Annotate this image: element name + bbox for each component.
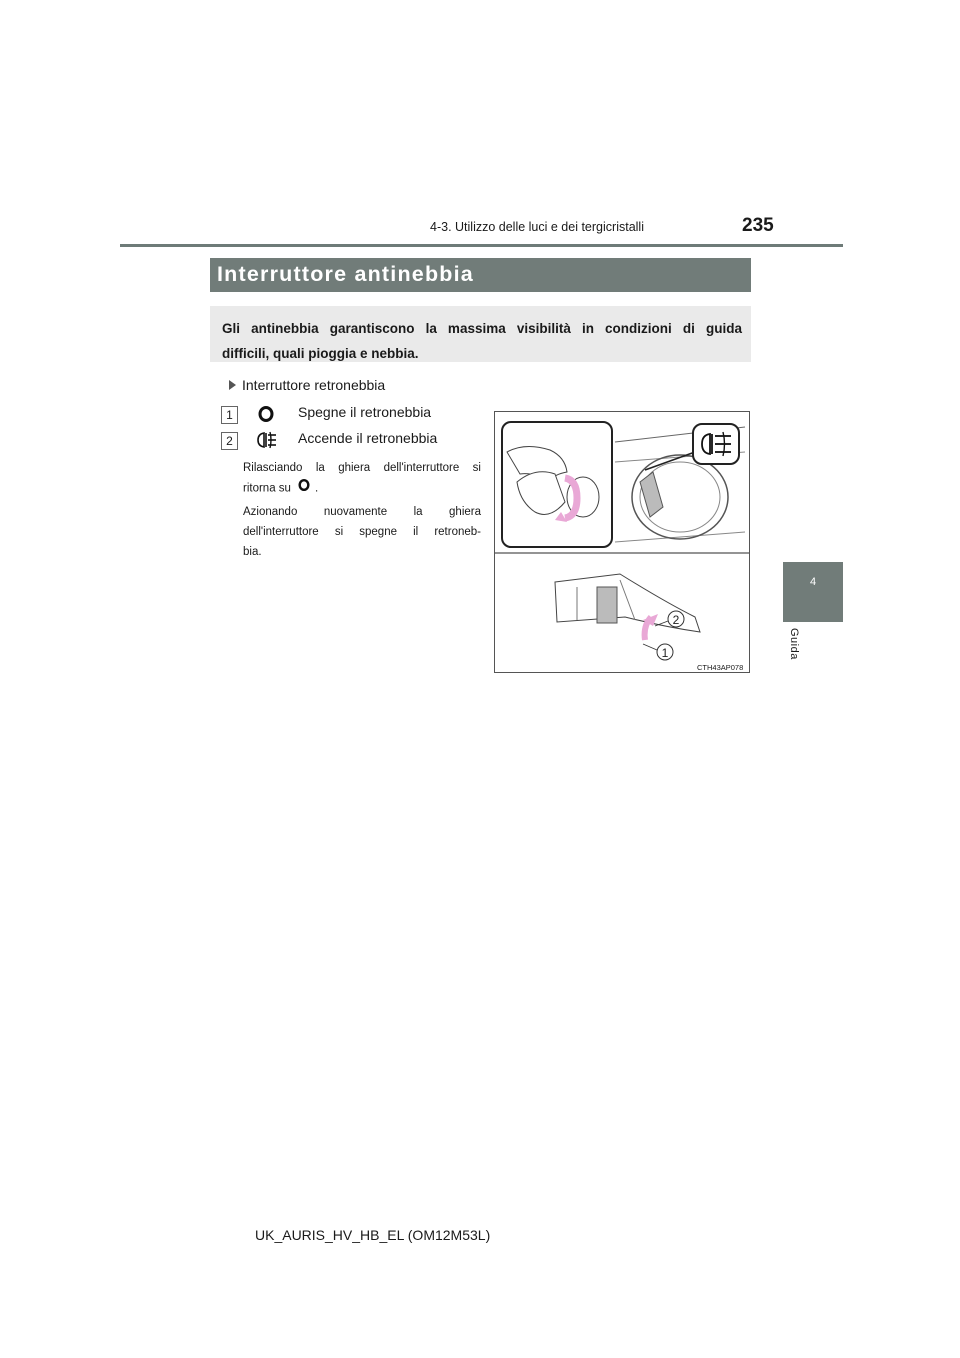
chapter-number: 4 bbox=[809, 576, 817, 588]
note-2 bbox=[243, 502, 481, 562]
fog-off-inline-icon bbox=[297, 478, 311, 499]
item-2-text: Accende il retronebbia bbox=[298, 430, 438, 446]
note-1-period: . bbox=[314, 482, 319, 495]
chapter-tab bbox=[783, 562, 843, 622]
bullet-text: Interruttore retronebbia bbox=[242, 377, 386, 393]
item-number-2: 2 bbox=[221, 432, 238, 450]
footer-text: UK_AURIS_HV_HB_EL (OM12M53L) bbox=[255, 1227, 491, 1243]
header-rule bbox=[120, 244, 843, 247]
illustration-figure bbox=[494, 411, 750, 673]
callout-1: 1 bbox=[661, 646, 669, 660]
intro-text bbox=[222, 316, 742, 366]
rear-fog-light-icon bbox=[255, 430, 279, 455]
note-2-line-2: dell'interruttore si spegne il retroneb- bbox=[243, 526, 481, 538]
note-1-line-2: ritorna su bbox=[243, 482, 291, 495]
intro-line-2: difficili, quali pioggia e nebbia. bbox=[222, 346, 419, 361]
page-title: Interruttore antinebbia bbox=[217, 262, 474, 286]
callout-2: 2 bbox=[672, 613, 680, 627]
fog-switch-illustration bbox=[495, 412, 749, 672]
note-1-line-1: Rilasciando la ghiera dell'interruttore si bbox=[243, 462, 481, 474]
chapter-name: Guida bbox=[788, 628, 800, 660]
note-2-line-1: Azionando nuovamente la ghiera bbox=[243, 506, 481, 518]
section-label: 4-3. Utilizzo delle luci e dei tergicristalli bbox=[430, 220, 644, 234]
item-1-text: Spegne il retronebbia bbox=[298, 404, 432, 420]
note-1 bbox=[243, 458, 481, 499]
figure-code: CTH43AP078 bbox=[697, 663, 744, 672]
page-number: 235 bbox=[742, 215, 774, 236]
intro-line-1: Gli antinebbia garantiscono la massima visibilità in condizioni di guida bbox=[222, 321, 742, 336]
item-number-1: 1 bbox=[221, 406, 238, 424]
bullet-arrow-icon bbox=[229, 380, 236, 390]
note-2-line-3: bia. bbox=[243, 546, 262, 558]
fog-off-icon bbox=[256, 405, 276, 428]
